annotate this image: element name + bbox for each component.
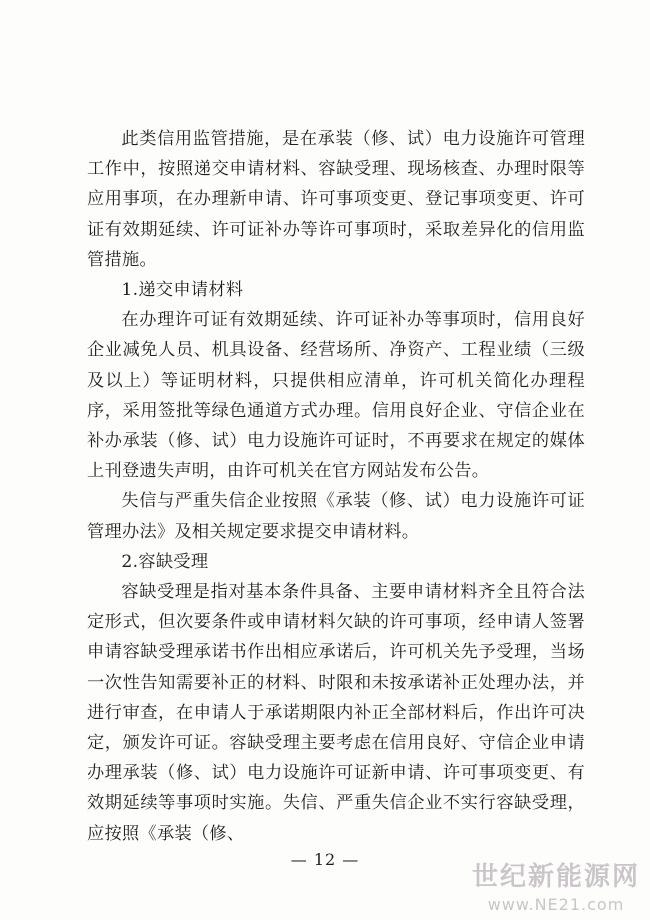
watermark-name: 世纪新能源网 (471, 862, 640, 892)
section-heading-1: 1.递交申请材料 (121, 280, 244, 301)
paragraph-intro: 此类信用监管措施，是在承装（修、试）电力设施许可管理工作中，按照递交申请材料、容缺受理、现场核查、办理时限等应用事项，在办理新申请、许可事项变更、登记事项变更、许可证有效期延续、许可证补办等许可事项时，采取差异化的信用监管措施。 (87, 129, 585, 270)
document-body (87, 124, 585, 849)
site-watermark (472, 856, 640, 914)
watermark-url: www.NE21.com (487, 895, 625, 914)
section-heading-2: 2.容缺受理 (121, 551, 209, 572)
paragraph-section-1-b: 失信与严重失信企业按照《承装（修、试）电力设施许可证管理办法》及相关规定要求提交申请材料。 (87, 491, 585, 542)
paragraph-section-2: 容缺受理是指对基本条件具备、主要申请材料齐全且符合法定形式，但次要条件或申请材料欠缺的许可事项，经申请人签署申请容缺受理承诺书作出相应承诺后，许可机关先予受理，当场一次性告知需要补正的材料、时限和未按承诺补正处理办法，并进行审查，在申请人于承诺期限内补正全部材料后，作出许可决定，颁发许可证。容缺受理主要考虑在信用良好、守信企业申请办理承装（修、试）电力设施许可证新申请、许可事项变更、有效期延续等事项时实施。失信、严重失信企业不实行容缺受理，应按照《承装（修、 (87, 582, 585, 844)
page-number: — 12 — (290, 850, 360, 869)
paragraph-section-1-a: 在办理许可证有效期延续、许可证补办等事项时，信用良好企业减免人员、机具设备、经营场所、净资产、工程业绩（三级及以上）等证明材料，只提供相应清单，许可机关简化办理程序，采用签批等绿色通道方式办理。信用良好企业、守信企业在补办承装（修、试）电力设施许可证时，不再要求在规定的媒体上刊登遗失声明，由许可机关在官方网站发布公告。 (87, 310, 585, 482)
